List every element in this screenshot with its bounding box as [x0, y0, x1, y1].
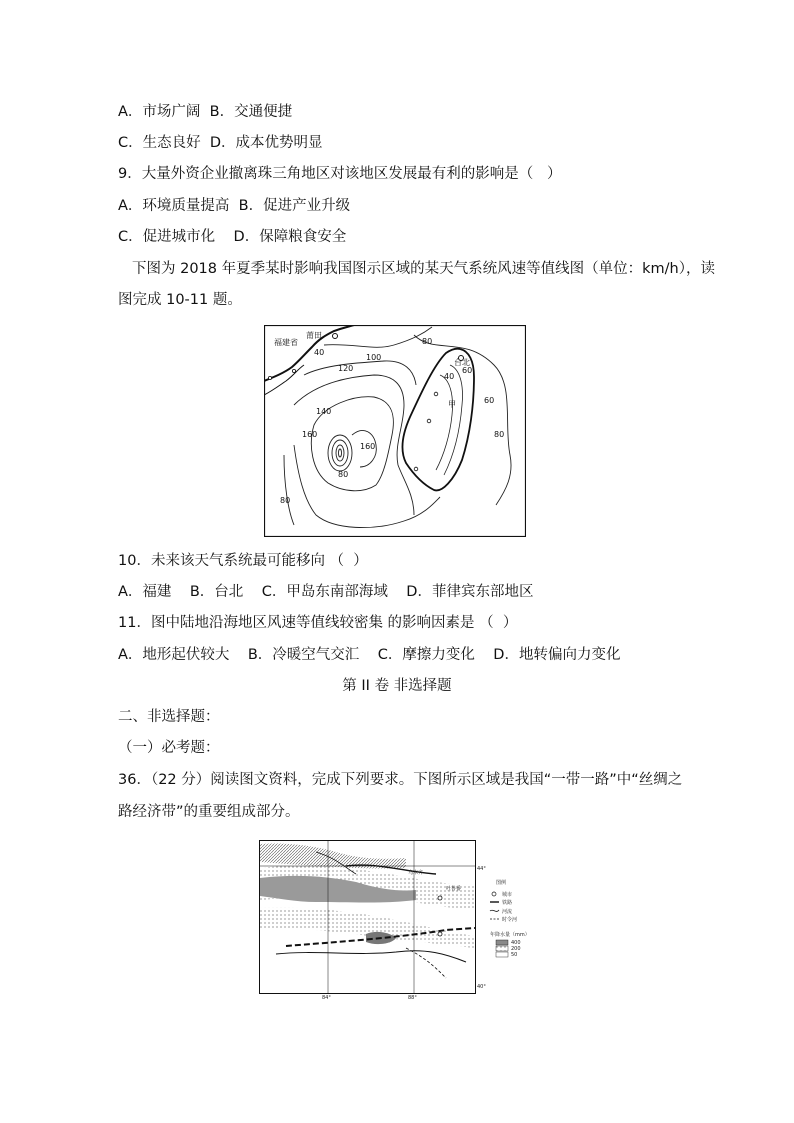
q9-options-c-d: C．促进城市化 D．保障粮食安全: [118, 229, 347, 245]
contour-label: 140: [316, 407, 332, 416]
contour-label: 80: [494, 430, 505, 439]
lat-top-label: 44°: [477, 866, 486, 872]
xinjiang-region-map: [256, 838, 540, 1000]
q9-options-a-b: A．环境质量提高 B．促进产业升级: [118, 198, 351, 214]
question-9: 9．大量外资企业撤离珠三角地区对该地区发展最有利的影响是（ ）: [118, 166, 562, 182]
q11-options: A．地形起伏较大 B．冷暖空气交汇 C．摩擦力变化 D．地转偏向力变化: [118, 647, 621, 663]
question-36-line-2: 路经济带”的重要组成部分。: [118, 804, 300, 820]
legend-seasonal-river: 时令河: [502, 917, 518, 923]
contour-label: 120: [338, 364, 354, 373]
option-line-a-b: A．市场广阔 B．交通便捷: [118, 104, 293, 120]
legend-precip-title: 年降水量（mm）: [490, 932, 530, 938]
section-title: 第 II 卷 非选择题: [342, 678, 452, 694]
contour-label: 60: [484, 396, 495, 405]
subsection-heading: （一）必考题：: [118, 740, 220, 756]
figure-intro-line-1: 下图为 2018 年夏季某时影响我国图示区域的某天气系统风速等值线图（单位：km/h），读: [132, 261, 715, 277]
label-urumqi: 乌木齐: [408, 870, 424, 876]
contour-label: 80: [280, 496, 291, 505]
contour-label: 100: [366, 353, 382, 362]
legend-precip-200: 200: [511, 946, 521, 952]
contour-label: 80: [338, 470, 349, 479]
contour-label: 60: [462, 366, 473, 375]
contour-label: 80: [422, 337, 433, 346]
lon-left-label: 84°: [322, 995, 331, 1000]
label-turpan: 吐鲁番: [446, 886, 462, 892]
q10-options: A．福建 B．台北 C．甲岛东南部海域 D．菲律宾东部地区: [118, 584, 534, 600]
label-island-jia: 甲: [448, 400, 456, 409]
contour-label: 40: [314, 348, 325, 357]
label-fujian: 福建省: [274, 338, 298, 347]
contour-label: 40: [444, 372, 455, 381]
legend-precip-400: 400: [511, 940, 521, 946]
option-line-c-d: C．生态良好 D．成本优势明显: [118, 135, 323, 151]
legend-title: 图例: [496, 880, 507, 886]
question-10: 10．未来该天气系统最可能移向 （ ）: [118, 553, 368, 569]
contour-label: 160: [302, 430, 318, 439]
section-heading: 二、非选择题：: [118, 709, 220, 725]
figure-intro-line-2: 图完成 10-11 题。: [118, 292, 242, 308]
lat-bottom-label: 40°: [477, 984, 486, 990]
question-11: 11．图中陆地沿海地区风速等值线较密集 的影响因素是 （ ）: [118, 615, 518, 631]
question-36-line-1: 36．（22 分）阅读图文资料，完成下列要求。下图所示区域是我国“一带一路”中“丝绸之: [118, 772, 683, 788]
legend-precip-50: 50: [511, 952, 518, 958]
label-putian: 莆田: [306, 331, 322, 340]
contour-label: 160: [360, 442, 376, 451]
legend-city: 城市: [502, 892, 513, 898]
wind-speed-contour-map: [264, 325, 526, 537]
legend-railway: 铁路: [502, 900, 513, 906]
label-taipei: 台北: [454, 358, 470, 367]
lon-right-label: 88°: [408, 995, 417, 1000]
legend-river: 河流: [502, 909, 513, 915]
